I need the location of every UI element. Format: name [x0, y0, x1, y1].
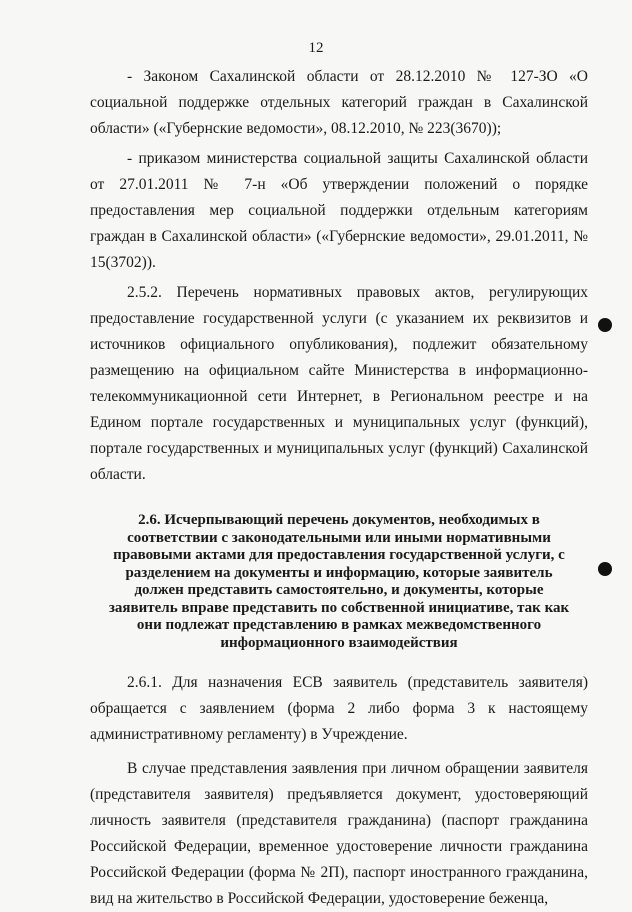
document-body — [90, 64, 588, 912]
binder-hole — [598, 318, 612, 332]
page-number: 12 — [308, 40, 324, 56]
paragraph-identity-documents: В случае представления заявления при личном обращении заявителя (представителя заявителя) предъявляется документ, удостоверяющий личность заявителя (представителя гражданина) (паспорт гражданина Российской Федерации, временное удостоверение личности гражданина Российской Федерации (форма № 2П), паспорт иностранного гражданина, вид на жительство в Российской Федерации, удостоверение беженца, — [90, 760, 588, 907]
paragraph-order-reference: - приказом министерства социальной защиты Сахалинской области от 27.01.2011 № 7-н «Об утверждении положений о порядке предоставления мер социальной поддержки отдельным категориям граждан в Сахалинской области» («Губернские ведомости», 29.01.2011, № 15(3702)). — [90, 150, 588, 271]
paragraph-2-6-1: 2.6.1. Для назначения ЕСВ заявитель (представитель заявителя) обращается с заявлением (форма 2 либо форма 3 к настоящему административному регламенту) в Учреждение. — [90, 674, 588, 743]
paragraph-law-reference: - Законом Сахалинской области от 28.12.2010 № 127-ЗО «О социальной поддержке отдельных категорий граждан в Сахалинской области» («Губернские ведомости», 08.12.2010, № 223(3670)); — [90, 68, 588, 137]
binder-hole — [598, 562, 612, 576]
section-heading-2-6: 2.6. Исчерпывающий перечень документов, необходимых в соответствии с законодательными или иными нормативными правовыми актами для предоставления государственной услуги, с разделением на документы и информацию, которые заявитель должен представить самостоятельно, и документы, которые заявитель вправе представить по собственной инициативе, так как они подлежат представлению в рамках межведомственного информационного взаимодействия — [108, 512, 570, 651]
paragraph-2-5-2: 2.5.2. Перечень нормативных правовых актов, регулирующих предоставление государственной услуги (с указанием их реквизитов и источников официального опубликования), подлежит обязательному размещению на официальном сайте Министерства в информационно-телекоммуникационной сети Интернет, в Региональном реестре и на Едином портале государственных и муниципальных услуг (функций), портале государственных и муниципальных услуг (функций) Сахалинской области. — [90, 284, 588, 483]
